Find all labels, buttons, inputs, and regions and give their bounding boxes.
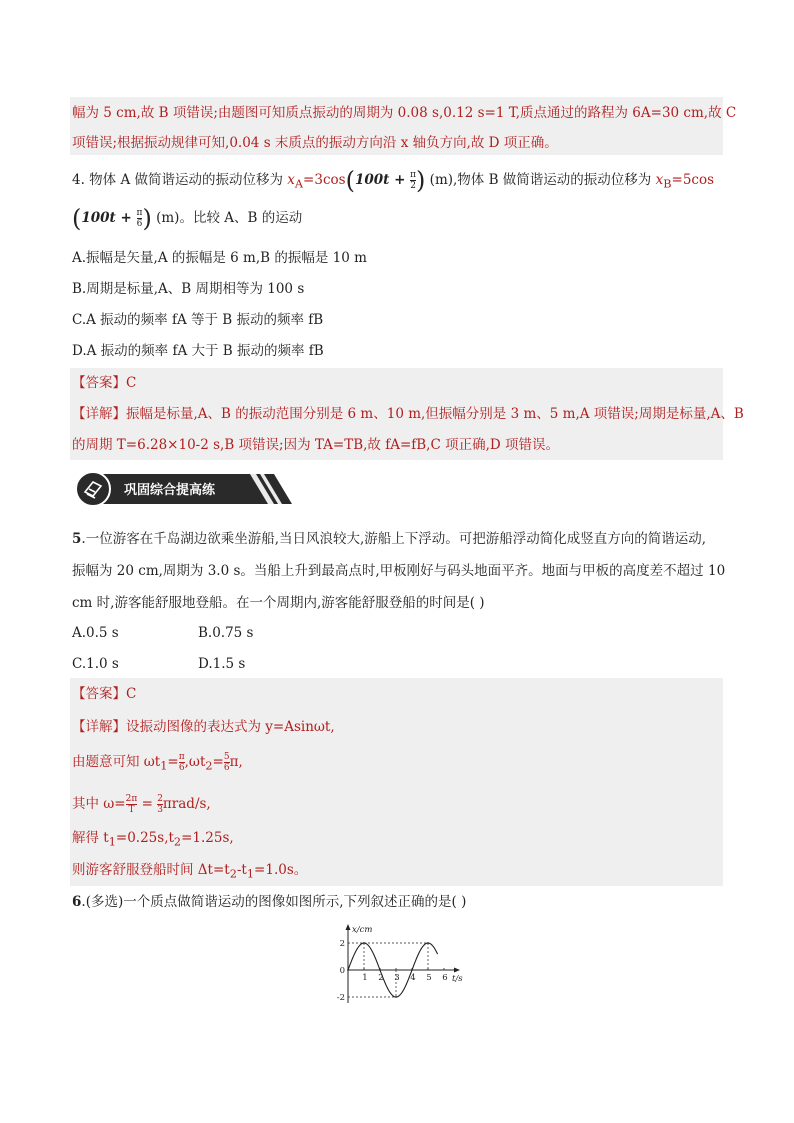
data-point-2 bbox=[379, 969, 381, 971]
x-tick-label-5: 5 bbox=[426, 973, 432, 983]
q5-option-a: A.0.5 s bbox=[72, 625, 119, 641]
prev-detail-line-2: 项错误;根据振动规律可知,0.04 s 末质点的振动方向沿 x 轴负方向,故 D 项正确。 bbox=[72, 135, 558, 151]
x-axis-label: t/s bbox=[452, 974, 463, 984]
q5-answer: 【答案】C bbox=[72, 686, 137, 702]
q5-detail-line-5: 则游客舒服登船时间 $\Delta t=t_2-t_1=1.0s$。 bbox=[72, 862, 308, 881]
origin-label: 0 bbox=[339, 966, 345, 976]
data-point-3 bbox=[395, 996, 397, 998]
q5-detail-line-1: 【详解】设振动图像的表达式为 y=Asinωt, bbox=[72, 719, 335, 735]
q4-answer: 【答案】C bbox=[72, 375, 137, 391]
q5-option-d: D.1.5 s bbox=[198, 656, 246, 672]
x-axis-arrow bbox=[454, 968, 460, 973]
x-tick-label-3: 3 bbox=[394, 973, 400, 983]
data-point-0 bbox=[347, 969, 349, 971]
section-banner-title: 巩固综合提高练 bbox=[124, 483, 216, 498]
q4-option-a: A.振幅是矢量,A 的振幅是 6 m,B 的振幅是 10 m bbox=[72, 250, 367, 266]
q4-stem-line-2: (100t + $\frac{\pi}{6}$ ) (m)。比较 A、B 的运动 bbox=[72, 204, 303, 233]
q4-option-d: D.A 振动的频率 fA 大于 B 振动的频率 fB bbox=[72, 343, 324, 359]
q4-detail-line-2: 的周期 T=6.28×10-2 s,B 项错误;因为 TA=TB,故 fA=fB,C 项正确,D 项错误。 bbox=[72, 437, 559, 453]
q4-stem-line-1: 4. 物体 A 做简谐运动的振动位移为 $x_A=3\cos(100t$ + $\frac{\pi}{2}$ ) (m),物体 B 做简谐运动的振动位移为 $x_B=5\cos$ bbox=[72, 166, 715, 195]
data-point-4 bbox=[411, 969, 413, 971]
q5-stem-line-3: cm 时,游客能舒服地登船。在一个周期内,游客能舒服登船的时间是( ) bbox=[72, 595, 485, 611]
prev-detail-line-1: 幅为 5 cm,故 B 项错误;由题图可知质点振动的周期为 0.08 s,0.12 s=1 T,质点通过的路程为 6A=30 cm,故 C bbox=[72, 105, 737, 121]
q4-option-c: C.A 振动的频率 fA 等于 B 振动的频率 fB bbox=[72, 312, 324, 328]
x-tick-label-6: 6 bbox=[442, 973, 448, 983]
section-banner bbox=[74, 470, 296, 508]
y-tick-label-2: 2 bbox=[339, 939, 345, 949]
y-axis-label: x/cm bbox=[352, 925, 373, 935]
q5-detail-line-4: 解得 $t_1=0.25s,t_2=1.25s$, bbox=[72, 830, 234, 849]
q5-stem-line-2: 振幅为 20 cm,周期为 3.0 s。当船上升到最高点时,甲板刚好与码头地面平齐。地面与甲板的高度差不超过 10 bbox=[72, 563, 726, 579]
x-tick-label-2: 2 bbox=[378, 973, 384, 983]
q5-detail-line-3: 其中 ω= $\frac{2\pi}{T}$ = $\frac{2}{3}$ πrad/s, bbox=[72, 794, 211, 815]
shm-graph bbox=[326, 922, 466, 1008]
book-icon-badge bbox=[76, 472, 110, 506]
q4-option-b: B.周期是标量,A、B 周期相等为 100 s bbox=[72, 281, 305, 297]
x-tick-label-4: 4 bbox=[410, 973, 416, 983]
q6-stem: 6.(多选)一个质点做简谐运动的图像如图所示,下列叙述正确的是( ) bbox=[72, 894, 467, 910]
q5-option-c: C.1.0 s bbox=[72, 656, 119, 672]
q5-stem-line-1: 5.一位游客在千岛湖边欲乘坐游船,当日风浪较大,游船上下浮动。可把游船浮动简化成竖直方向的简谐运动, bbox=[72, 531, 707, 547]
q4-detail-line-1: 【详解】振幅是标量,A、B 的振动范围分别是 6 m、10 m,但振幅分别是 3 m、5 m,A 项错误;周期是标量,A、B bbox=[72, 406, 744, 422]
q5-detail-line-2: 由题意可知 $\omega t_1=$ $\frac{\pi}{6}$ $,\omega t_2=$ $\frac{5}{6}$ π, bbox=[72, 752, 243, 773]
q5-option-b: B.0.75 s bbox=[198, 625, 254, 641]
y-axis-arrow bbox=[346, 924, 351, 930]
x-tick-label-1: 1 bbox=[362, 973, 368, 983]
y-tick-label--2: -2 bbox=[336, 993, 345, 1003]
data-point-5 bbox=[427, 942, 429, 944]
q5-answer-band bbox=[70, 678, 723, 886]
data-point-1 bbox=[363, 942, 365, 944]
